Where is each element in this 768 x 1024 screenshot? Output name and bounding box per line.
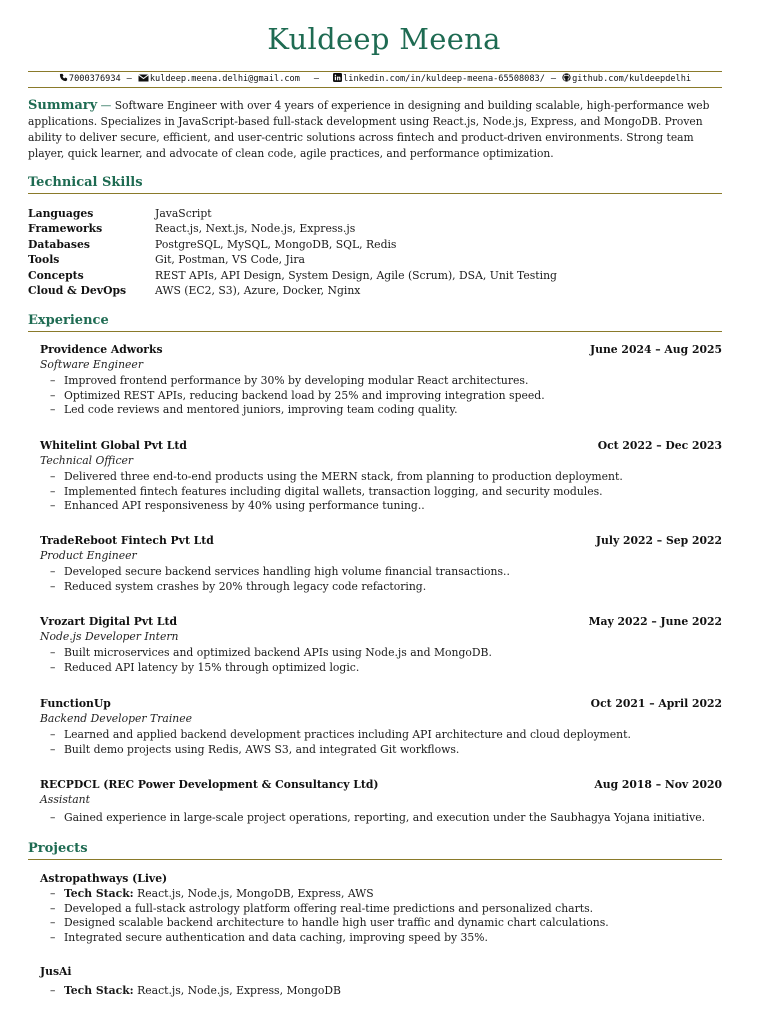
envelope-icon: [138, 74, 149, 82]
job-role: Node.js Developer Intern: [40, 630, 179, 643]
skill-row: [28, 221, 557, 236]
summary-label: Summary: [28, 98, 98, 113]
separator: —: [550, 74, 557, 84]
job-dates: Aug 2018 – Nov 2020: [594, 778, 722, 791]
skill-key: Frameworks: [28, 222, 103, 236]
job-company: Providence Adworks: [40, 343, 163, 356]
job-bullet: – Reduced API latency by 15% through optimized logic.: [40, 661, 722, 676]
project-tech-stack: [40, 984, 722, 999]
project-title: Astropathways (Live): [40, 872, 168, 885]
job-role: Product Engineer: [40, 549, 137, 562]
skill-row: [28, 237, 557, 252]
job-dates: May 2022 – June 2022: [588, 615, 722, 628]
tech-stack-label: Tech Stack:: [64, 887, 134, 900]
skill-value: AWS (EC2, S3), Azure, Docker, Nginx: [155, 284, 361, 298]
project-title: JusAi: [40, 965, 72, 978]
tech-stack-value: React.js, Node.js, MongoDB, Express, AWS: [137, 887, 374, 900]
job-bullet: – Reduced system crashes by 20% through legacy code refactoring.: [40, 580, 722, 595]
skill-value: React.js, Next.js, Node.js, Express.js: [155, 222, 356, 236]
job-entry: [40, 438, 722, 514]
job-bullet: – Optimized REST APIs, reducing backend load by 25% and improving integration speed.: [40, 389, 722, 404]
separator: —: [126, 74, 132, 84]
project-entry: [40, 964, 722, 999]
job-company: TradeReboot Fintech Pvt Ltd: [40, 534, 214, 547]
skills-rule: [28, 193, 722, 194]
job-company: FunctionUp: [40, 697, 111, 710]
contact-bar: [28, 73, 722, 84]
skill-value: Git, Postman, VS Code, Jira: [155, 253, 305, 267]
skill-row: [28, 252, 557, 267]
job-dates: June 2024 – Aug 2025: [590, 343, 722, 356]
project-bullet: – Integrated secure authentication and data caching, improving speed by 35%.: [40, 931, 722, 946]
summary-section: [28, 98, 724, 162]
job-bullet: – Implemented fintech features including digital wallets, transaction logging, and security modules.: [40, 485, 722, 500]
projects-heading: Projects: [28, 841, 88, 856]
candidate-name: Kuldeep Meena: [267, 22, 501, 56]
job-bullet: – Led code reviews and mentored juniors, improving team coding quality.: [40, 403, 722, 418]
job-bullet: – Built microservices and optimized backend APIs using Node.js and MongoDB.: [40, 646, 722, 661]
job-entry: [40, 614, 722, 675]
contact-rule-bottom: [28, 87, 722, 88]
email-contact[interactable]: [138, 74, 300, 84]
skill-key: Languages: [28, 207, 94, 220]
skills-heading: Technical Skills: [28, 175, 143, 190]
separator: —: [313, 74, 320, 84]
skill-value: REST APIs, API Design, System Design, Agile (Scrum), DSA, Unit Testing: [155, 268, 557, 282]
skill-row: [28, 206, 557, 221]
project-entry: [40, 871, 722, 945]
linkedin-contact[interactable]: [333, 73, 545, 84]
experience-heading: Experience: [28, 313, 109, 328]
experience-rule: [28, 331, 722, 332]
job-company: RECPDCL (REC Power Development & Consultancy Ltd): [40, 778, 379, 791]
job-company: Whitelint Global Pvt Ltd: [40, 439, 187, 452]
job-company: Vrozart Digital Pvt Ltd: [40, 615, 178, 628]
job-role: Assistant: [40, 793, 90, 806]
skill-row: [28, 283, 557, 298]
phone-icon: [59, 73, 68, 82]
tech-stack-label: Tech Stack:: [64, 984, 134, 997]
job-entry: [40, 777, 722, 826]
project-tech-stack: [40, 887, 722, 902]
tech-stack-value: React.js, Node.js, Express, MongoDB: [137, 984, 341, 997]
projects-rule: [28, 859, 722, 860]
job-entry: [40, 533, 722, 594]
job-bullet: – Learned and applied backend development practices including API architecture and cloud deployment.: [40, 728, 722, 743]
email-text: kuldeep.meena.delhi@gmail.com: [149, 74, 300, 84]
job-role: Software Engineer: [40, 358, 143, 371]
job-role: Backend Developer Trainee: [40, 712, 193, 725]
job-bullet: – Delivered three end-to-end products using the MERN stack, from planning to production deployment.: [40, 470, 722, 485]
job-entry: [40, 342, 722, 418]
summary-text: Software Engineer with over 4 years of experience in designing and building scalable, high-performance web applications. Specializes in JavaScript-based full-stack development using React.js, Node.js, Express, and MongoDB. Proven ability to deliver secure, efficient, and user-centric solutions across fintech and product-driven environments. Strong team player, quick learner, and advocate of clean code, agile practices, and performance optimization.: [28, 99, 710, 160]
job-bullet: – Enhanced API responsiveness by 40% using performance tuning..: [40, 499, 722, 514]
job-bullet: – Built demo projects using Redis, AWS S3, and integrated Git workflows.: [40, 743, 722, 758]
job-entry: [40, 696, 722, 757]
github-icon: [562, 73, 571, 82]
job-role: Technical Officer: [40, 454, 134, 467]
skills-table: [28, 206, 557, 298]
contact-rule-top: [28, 71, 722, 72]
phone-text: 7000376934: [68, 74, 121, 84]
job-dates: July 2022 – Sep 2022: [595, 534, 722, 547]
job-dates: Oct 2021 – April 2022: [590, 697, 722, 710]
skill-value: PostgreSQL, MySQL, MongoDB, SQL, Redis: [155, 237, 397, 251]
github-text: github.com/kuldeepdelhi: [572, 74, 692, 84]
skill-key: Databases: [28, 237, 90, 251]
project-bullet: – Developed a full-stack astrology platform offering real-time predictions and personalized charts.: [40, 902, 722, 917]
skill-key: Cloud & DevOps: [28, 284, 127, 298]
job-bullet: – Gained experience in large-scale project operations, reporting, and execution under the Saubhagya Yojana initiative.: [40, 811, 722, 826]
linkedin-icon: [333, 73, 342, 82]
job-bullet: – Developed secure backend services handling high volume financial transactions..: [40, 565, 722, 580]
github-contact[interactable]: [562, 73, 691, 84]
summary-dash: —: [100, 99, 112, 112]
phone-contact[interactable]: [59, 73, 121, 84]
project-bullet: – Designed scalable backend architecture to handle high user traffic and dynamic chart calculations.: [40, 916, 722, 931]
job-dates: Oct 2022 – Dec 2023: [597, 439, 722, 452]
skill-value: JavaScript: [155, 207, 212, 220]
skill-key: Concepts: [28, 268, 84, 282]
linkedin-text: linkedin.com/in/kuldeep-meena-65508083/: [343, 74, 545, 84]
skill-key: Tools: [28, 253, 60, 267]
skill-row: [28, 268, 557, 283]
job-bullet: – Improved frontend performance by 30% by developing modular React architectures.: [40, 374, 722, 389]
